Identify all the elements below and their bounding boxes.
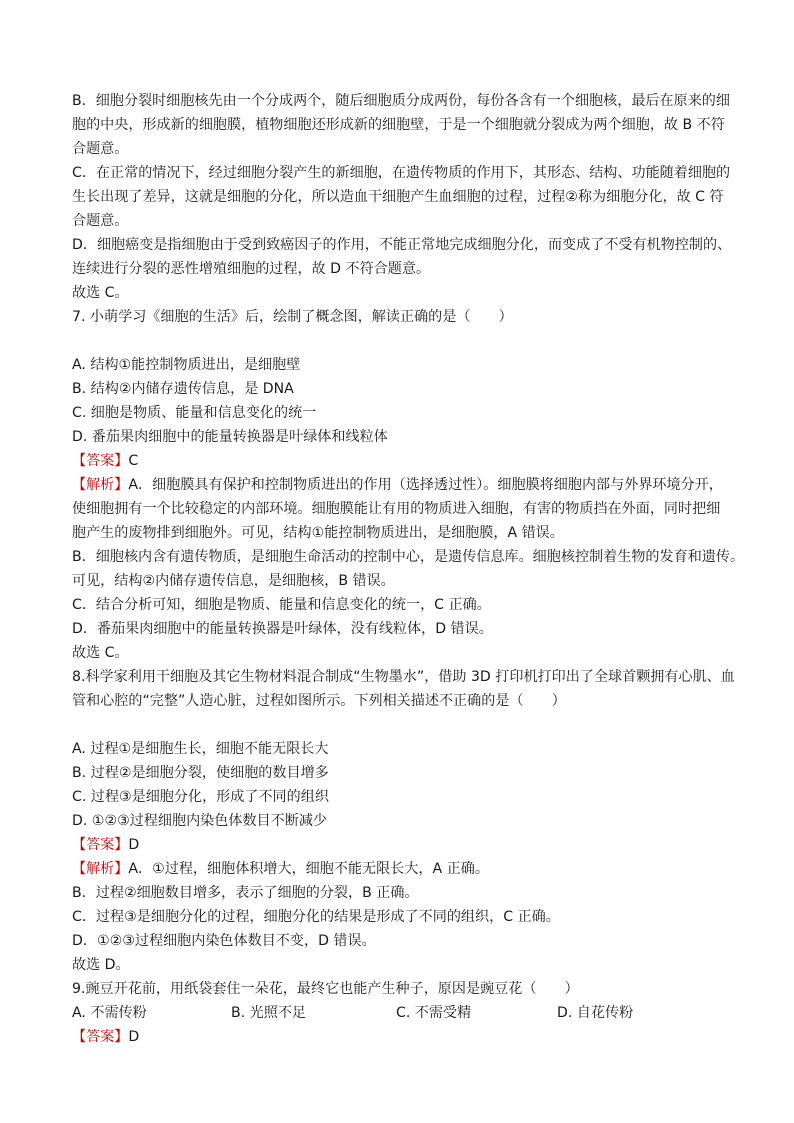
q8-option-d: D. ①②③过程细胞内染色体数目不断减少 xyxy=(72,813,328,829)
q9-options xyxy=(72,1001,732,1025)
q8-option-c: C. 过程③是细胞分化，形成了不同的组织 xyxy=(72,789,329,805)
q8-figure-space xyxy=(72,713,732,737)
q7-option-c: C. 细胞是物质、能量和信息变化的统一 xyxy=(72,405,317,421)
q6-explain-b-line-1: B．细胞分裂时细胞核先由一个分成两个，随后细胞质分成两份，每份各含有一个细胞核，最后在原来的细 xyxy=(72,93,730,109)
q7-option-a: A. 结构①能控制物质进出，是细胞壁 xyxy=(72,357,301,373)
analysis-label: 【解析】 xyxy=(72,477,129,493)
q8-analysis-a xyxy=(72,857,732,881)
q6-explain-d-line-1: D．细胞癌变是指细胞由于受到致癌因子的作用，不能正常地完成细胞分化，而变成了不受有机物控制的、 xyxy=(72,237,732,253)
q9-question: 9.豌豆开花前，用纸袋套住一朵花，最终它也能产生种子，原因是豌豆花（ ） xyxy=(72,981,579,997)
q8-answer xyxy=(72,833,732,857)
q8-question-line-2: 管和心腔的“完整”人造心脏，过程如图所示。下列相关描述不正确的是（ ） xyxy=(72,693,566,709)
q7-question: 7. 小萌学习《细胞的生活》后，绘制了概念图，解读正确的是（ ） xyxy=(72,309,513,325)
q7-analysis-d: D．番茄果肉细胞中的能量转换器是叶绿体，没有线粒体，D 错误。 xyxy=(72,621,493,637)
q9-answer xyxy=(72,1025,732,1049)
q7-analysis-a-line-3: 胞产生的废物排到细胞外。可见，结构①能控制物质进出，是细胞膜，A 错误。 xyxy=(72,525,564,541)
answer-label: 【答案】 xyxy=(72,1029,129,1045)
document-page xyxy=(72,89,745,1049)
q8-option-b: B. 过程②是细胞分裂，使细胞的数目增多 xyxy=(72,765,329,781)
analysis-text: A．①过程，细胞体积增大，细胞不能无限长大，A 正确。 xyxy=(128,861,489,877)
q7-analysis-a-line-2: 使细胞拥有一个比较稳定的内部环境。细胞膜能让有用的物质进入细胞，有害的物质挡在外面，同时把细 xyxy=(72,501,721,517)
q7-answer xyxy=(72,449,732,473)
answer-label: 【答案】 xyxy=(72,837,129,853)
q9-option-b: B. 光照不足 xyxy=(231,1005,307,1021)
q6-explain-b-line-2: 胞的中央，形成新的细胞膜，植物细胞还形成新的细胞壁，于是一个细胞就分裂成为两个细胞，故 B 不符 xyxy=(72,117,725,133)
q9-option-a: A. 不需传粉 xyxy=(72,1005,147,1021)
q8-analysis-d: D．①②③过程细胞内染色体数目不变，D 错误。 xyxy=(72,933,376,949)
q6-explain-c-line-2: 生长出现了差异，这就是细胞的分化，所以造血干细胞产生血细胞的过程，过程②称为细胞分化，故 C 符 xyxy=(72,189,724,205)
q8-analysis-b: B．过程②细胞数目增多，表示了细胞的分裂，B 正确。 xyxy=(72,885,419,901)
q7-option-d: D. 番茄果肉细胞中的能量转换器是叶绿体和线粒体 xyxy=(72,429,388,445)
answer-label: 【答案】 xyxy=(72,453,129,469)
q7-option-b: B. 结构②内储存遗传信息，是 DNA xyxy=(72,381,294,397)
q7-analysis-b-line-2: 可见，结构②内储存遗传信息，是细胞核，B 错误。 xyxy=(72,573,395,589)
answer-value: D xyxy=(128,1029,140,1045)
q7-figure-space xyxy=(72,329,732,353)
q6-explain-c-line-3: 合题意。 xyxy=(72,213,129,229)
q8-analysis-c: C．过程③是细胞分化的过程，细胞分化的结果是形成了不同的组织，C 正确。 xyxy=(72,909,560,925)
q6-conclusion: 故选 C。 xyxy=(72,285,129,301)
q7-conclusion: 故选 C。 xyxy=(72,645,129,661)
q7-analysis-c: C．结合分析可知，细胞是物质、能量和信息变化的统一，C 正确。 xyxy=(72,597,491,613)
analysis-label: 【解析】 xyxy=(72,861,129,877)
q9-option-c: C. 不需受精 xyxy=(396,1005,472,1021)
answer-value: D xyxy=(128,837,140,853)
q8-conclusion: 故选 D。 xyxy=(72,957,130,973)
answer-value: C xyxy=(128,453,139,469)
q8-option-a: A. 过程①是细胞生长，细胞不能无限长大 xyxy=(72,741,329,757)
q6-explain-c-line-1: C．在正常的情况下，经过细胞分裂产生的新细胞，在遗传物质的作用下，其形态、结构、功能随着细胞的 xyxy=(72,165,731,181)
q6-explain-d-line-2: 连续进行分裂的恶性增殖细胞的过程，故 D 不符合题意。 xyxy=(72,261,431,277)
analysis-text: A．细胞膜具有保护和控制物质进出的作用（选择透过性）。细胞膜将细胞内部与外界环境分开， xyxy=(128,477,723,493)
q6-explain-b-line-3: 合题意。 xyxy=(72,141,129,157)
q7-analysis-b-line-1: B．细胞核内含有遗传物质，是细胞生命活动的控制中心，是遗传信息库。细胞核控制着生物的发育和遗传。 xyxy=(72,549,745,565)
q7-analysis-a-line-1 xyxy=(72,473,732,497)
q9-option-d: D. 自花传粉 xyxy=(557,1005,634,1021)
q8-question-line-1: 8.科学家利用干细胞及其它生物材料混合制成“生物墨水”，借助 3D 打印机打印出了全球首颗拥有心肌、血 xyxy=(72,669,735,685)
